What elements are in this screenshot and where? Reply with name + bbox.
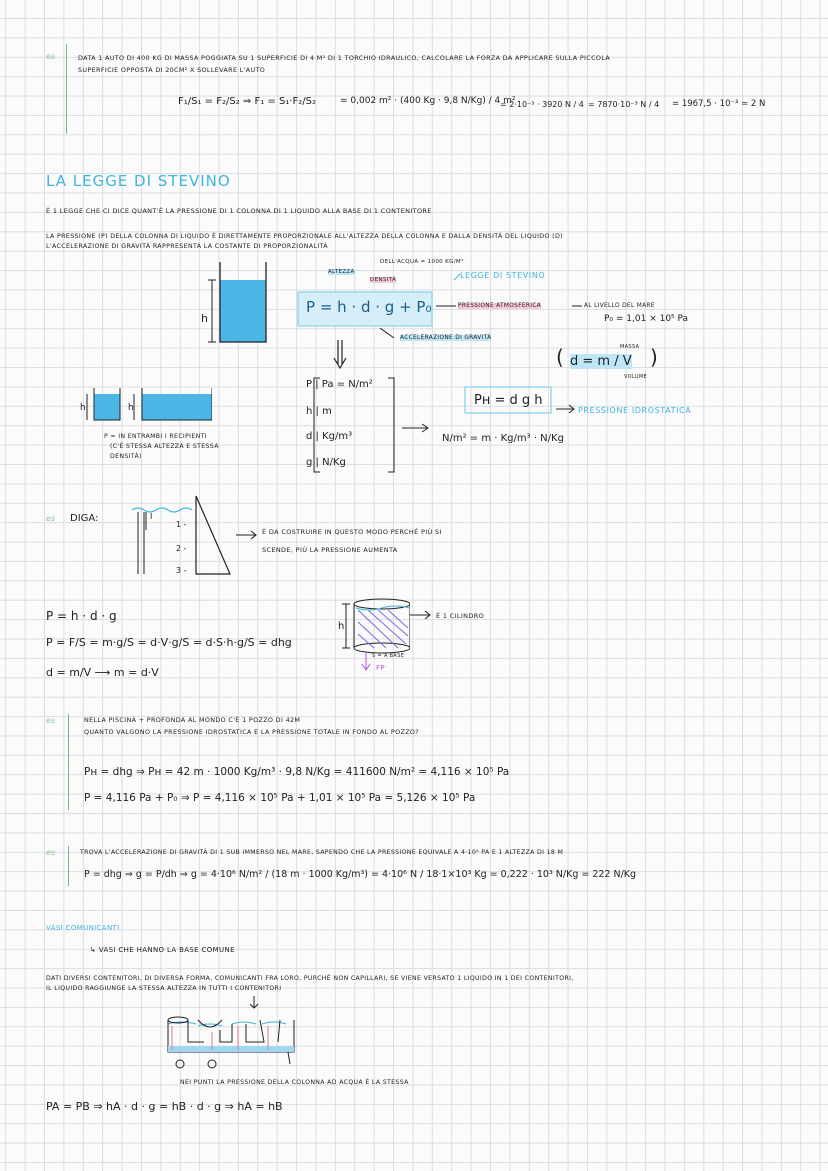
exercise-bracket: [68, 714, 69, 810]
height-label: h: [80, 403, 86, 413]
units-row: d | Kg/m³: [306, 431, 353, 442]
exercise-marker: es: [46, 52, 56, 61]
exercise-1-result: = 1967,5 · 10⁻³ ≃ 2 N: [672, 99, 766, 109]
two-containers-diagram: [78, 386, 212, 426]
label-volume: VOLUME: [624, 374, 648, 380]
stevino-intro: È 1 LEGGE CHE CI DICE QUANT'È LA PRESSIONE DI 1 COLONNA DI 1 LIQUIDO ALLA BASE DI 1 CONTENITORE: [46, 207, 432, 215]
exercise-1-step: = 0,002 m² · (400 Kg · 9,8 N/Kg) / 4 m²: [340, 96, 516, 106]
exercise-marker: es: [46, 716, 56, 725]
height-label: h: [338, 621, 345, 632]
vasi-definition: DATI DIVERSI CONTENITORI, DI DIVERSA FORMA, COMUNICANTI FRA LORO, PURCHÉ NON CAPILLARI, SE VIENE VERSATO 1 LIQUIDO IN 1 DEI CONTENITORI,: [46, 975, 574, 982]
communicating-vessels-diagram: [160, 994, 300, 1074]
dam-level: 1 -: [176, 520, 187, 529]
vasi-caption: NEI PUNTI LA PRESSIONE DELLA COLONNA AD ACQUA È LA STESSA: [180, 1079, 409, 1086]
exercise-1-formula: F₁/S₁ = F₂/S₂ ⇒ F₁ = S₁·F₂/S₂: [178, 96, 316, 107]
exercise-bracket: [66, 44, 67, 134]
label-atmospheric-pressure: PRESSIONE ATMOSFERICA: [458, 303, 542, 309]
dam-level: 3 -: [176, 566, 187, 575]
base-area-label: S = A BASE: [372, 653, 405, 659]
right-arrow-icon: [236, 530, 260, 540]
right-arrow-icon: [410, 610, 434, 620]
label-density-water: DELL'ACQUA = 1000 KG/M³: [380, 259, 464, 265]
containers-note: P = IN ENTRAMBI I RECIPIENTI: [104, 433, 207, 440]
dam-note: È DA COSTRUIRE IN QUESTO MODO PERCHÉ PIÙ SI: [262, 528, 442, 536]
paren-right: ): [650, 345, 658, 369]
units-row: P | Pa = N/m²: [306, 379, 373, 390]
stevino-definition: LA PRESSIONE (P) DELLA COLONNA DI LIQUIDO È DIRETTAMENTE PROPORZIONALE ALL'ALTEZZA DELLA COLONNA E DALLA DENSITÀ DEL LIQUIDO (D): [46, 233, 563, 240]
exercise-1-text: SUPERFICIE OPPOSTA DI 20CM² X SOLLEVARE L'AUTO: [78, 66, 266, 74]
dam-level: 2 -: [176, 544, 187, 553]
down-arrow-icon: [330, 340, 350, 370]
exercise-2-calc: Pн = dhg ⇒ Pн = 42 m · 1000 Kg/m³ · 9,8 N/Kg = 411600 N/m² = 4,116 × 10⁵ Pa: [84, 766, 510, 778]
exercise-1-text: DATA 1 AUTO DI 400 KG DI MASSA POGGIATA SU 1 SUPERFICIE DI 4 M² DI 1 TORCHIO IDRAULICO, CALCOLARE LA FORZA DA APPLICARE SULLA PICCOLA: [78, 54, 611, 62]
exercise-3-calc: P = dhg ⇒ g = P/dh ⇒ g = 4·10⁶ N/m² / (18 m · 1000 Kg/m³) = 4·10⁶ N / 18·1×10³ Kg = 0,222 · 10³ N/Kg = 222 N/Kg: [84, 869, 637, 880]
derivation-line: d = m/V ⟶ m = d·V: [46, 666, 159, 679]
dam-title: DIGA:: [70, 513, 99, 524]
units-result: N/m² = m · Kg/m³ · N/Kg: [442, 433, 564, 444]
exercise-2-calc: P = 4,116 Pa + P₀ ⇒ P = 4,116 × 10⁵ Pa + 1,01 × 10⁵ Pa = 5,126 × 10⁵ Pa: [84, 792, 476, 804]
containers-note: DENSITÀ): [110, 453, 142, 460]
exercise-1-step: = 2·10⁻³ · 3920 N / 4: [500, 100, 584, 109]
right-arrow-icon: [556, 404, 578, 414]
exercise-3-text: TROVA L'ACCELERAZIONE DI GRAVITÀ DI 1 SUB IMMERSO NEL MARE, SAPENDO CHE LA PRESSIONE EQUIVALE A 4·10⁶ PA E 1 ALTEZZA DI 18 M: [80, 849, 564, 856]
stevino-formula: P = h · d · g + P₀: [306, 298, 432, 316]
cylinder-label: È 1 CILINDRO: [436, 612, 485, 620]
label-mass: MASSA: [620, 344, 640, 350]
units-row: h | m: [306, 406, 332, 417]
water-container-diagram: [200, 258, 272, 348]
label-sea-level: AL LIVELLO DEL MARE: [584, 303, 655, 309]
annotation-arrows: [380, 258, 820, 358]
containers-note: (C'È STESSA ALTEZZA E STESSA: [110, 443, 219, 450]
label-densita: DENSITÀ: [370, 277, 397, 283]
section-title: VASI COMUNICANTI: [46, 924, 120, 932]
label-law: LEGGE DI STEVINO: [460, 271, 546, 280]
density-formula: d = m / V: [570, 354, 632, 369]
vasi-final-formula: PA = PB ⇒ hA · d · g = hB · d · g ⇒ hA = hB: [46, 1100, 283, 1113]
p0-value: P₀ = 1,01 × 10⁵ Pa: [604, 314, 689, 324]
section-title: LA LEGGE DI STEVINO: [46, 172, 231, 190]
ph-formula: Pн = d g h: [474, 393, 543, 408]
label-altezza: ALTEZZA: [328, 269, 355, 275]
dam-marker: I: [150, 512, 153, 521]
stevino-definition: L'ACCELERAZIONE DI GRAVITÀ RAPPRESENTA LA COSTANTE DI PROPORZIONALITÀ: [46, 243, 328, 250]
exercise-2-text: QUANTO VALGONO LA PRESSIONE IDROSTATICA E LA PRESSIONE TOTALE IN FONDO AL POZZO?: [84, 728, 420, 736]
exercise-1-step: = 7870·10⁻³ N / 4: [588, 100, 660, 109]
height-label: h: [201, 312, 208, 325]
derivation-line: P = h · d · g: [46, 609, 117, 623]
dam-note: SCENDE, PIÙ LA PRESSIONE AUMENTA: [262, 546, 398, 554]
vasi-subtitle: ↳ VASI CHE HANNO LA BASE COMUNE: [90, 946, 235, 954]
vasi-definition: IL LIQUIDO RAGGIUNGE LA STESSA ALTEZZA IN TUTTI I CONTENITORI: [46, 985, 282, 992]
label-hydrostatic: PRESSIONE IDROSTATICA: [578, 406, 692, 415]
paren-left: (: [556, 345, 564, 369]
exercise-2-text: NELLA PISCINA + PROFONDA AL MONDO C'È 1 POZZO DI 42M: [84, 716, 301, 724]
exercise-bracket: [68, 846, 69, 886]
exercise-marker: es: [46, 848, 56, 857]
cylinder-diagram: [340, 594, 410, 674]
units-row: g | N/Kg: [306, 457, 346, 468]
exercise-marker: es: [46, 514, 56, 523]
force-label: FP: [376, 664, 385, 672]
right-arrow-icon: [402, 422, 432, 434]
label-gravity: ACCELERAZIONE DI GRAVITÀ: [400, 335, 492, 341]
height-label: h: [128, 403, 134, 413]
derivation-line: P = F/S = m·g/S = d·V·g/S = d·S·h·g/S = dhg: [46, 636, 292, 649]
